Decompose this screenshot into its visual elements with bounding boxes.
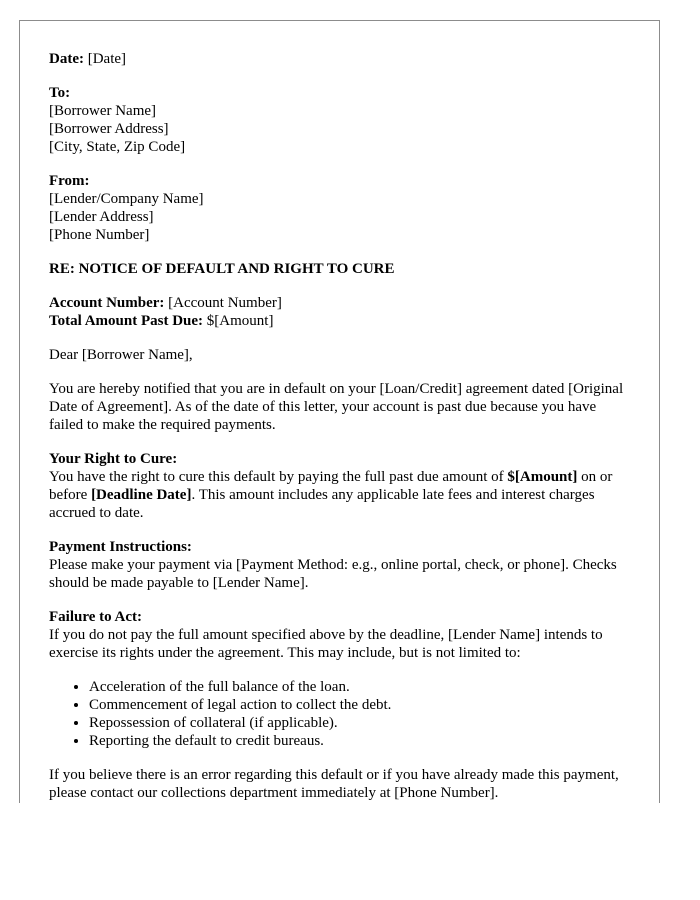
right-to-cure-heading: Your Right to Cure: <box>49 451 178 467</box>
recipient-city: [City, State, Zip Code] <box>49 139 186 155</box>
list-item: • Commencement of legal action to collect the debt. <box>89 696 634 714</box>
recipient-label: To: <box>49 85 71 101</box>
failure-heading: Failure to Act: <box>49 609 143 625</box>
right-to-cure-text-3: . This amount includes any applicable late fees and interest charges accrued to date. <box>49 487 595 521</box>
list-item: • Reporting the default to credit bureaus. <box>89 732 634 750</box>
past-due-value: $[Amount] <box>206 313 274 329</box>
right-to-cure-text-1: You have the right to cure this default by paying the full past due amount of <box>49 469 508 485</box>
right-to-cure-deadline: [Deadline Date] <box>91 487 192 503</box>
account-number-value: [Account Number] <box>168 295 282 311</box>
date-value: [Date] <box>87 51 127 67</box>
right-to-cure-section <box>49 450 634 522</box>
salutation: Dear [Borrower Name], <box>49 347 193 363</box>
sender-name: [Lender/Company Name] <box>49 191 204 207</box>
failure-section <box>49 608 634 662</box>
sender-phone: [Phone Number] <box>49 227 150 243</box>
sender-block <box>49 172 634 244</box>
date-line <box>49 50 634 68</box>
past-due-line <box>49 312 634 330</box>
failure-text: If you do not pay the full amount specified above by the deadline, [Lender Name] intends to exercise its rights under the agreement. This may include, but is not limited to: <box>49 627 603 661</box>
letter-page <box>19 20 660 803</box>
payment-section <box>49 538 634 592</box>
account-number-label: Account Number: <box>49 295 165 311</box>
right-to-cure-amount: $[Amount] <box>507 469 578 485</box>
sender-address: [Lender Address] <box>49 209 154 225</box>
recipient-address: [Borrower Address] <box>49 121 169 137</box>
list-item: • Acceleration of the full balance of the loan. <box>89 678 634 696</box>
intro-paragraph: You are hereby notified that you are in default on your [Loan/Credit] agreement dated [Original Date of Agreement]. As of the date of this letter, your account is past due because you have failed to make the required payments. <box>49 381 624 433</box>
list-item: • Repossession of collateral (if applicable). <box>89 714 634 732</box>
payment-text: Please make your payment via [Payment Method: e.g., online portal, check, or phone]. Checks should be made payable to [Lender Name]. <box>49 557 617 591</box>
past-due-label: Total Amount Past Due: <box>49 313 204 329</box>
recipient-block <box>49 84 634 156</box>
payment-heading: Payment Instructions: <box>49 539 192 555</box>
subject-line <box>49 260 634 278</box>
right-to-cure-text-2: on or before <box>49 469 613 503</box>
account-number-line <box>49 294 634 312</box>
date-label: Date: <box>49 51 84 67</box>
recipient-name: [Borrower Name] <box>49 103 157 119</box>
sender-label: From: <box>49 173 90 189</box>
closing-paragraph: If you believe there is an error regarding this default or if you have already made this payment, please contact our collections department immediately at [Phone Number]. <box>49 767 619 801</box>
subject-text: RE: NOTICE OF DEFAULT AND RIGHT TO CURE <box>49 261 395 277</box>
consequences-list <box>49 678 634 750</box>
account-block <box>49 294 634 330</box>
